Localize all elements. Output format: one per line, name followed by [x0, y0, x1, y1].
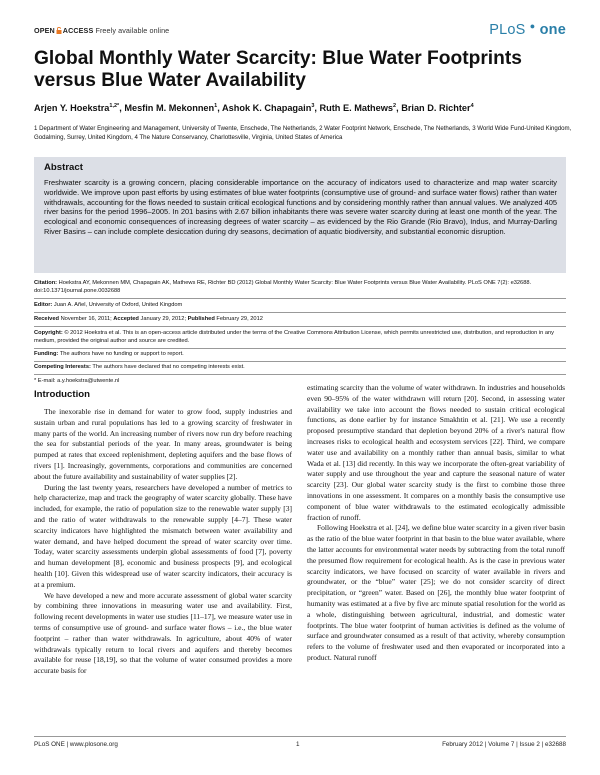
open-lock-icon: [56, 27, 62, 34]
paragraph: During the last twenty years, researchers have developed a number of metrics to help characterize, map and track the geography of water scarcity globally. These have included, for example, the ratio of population size to the renewable water supply [3] and the ratio of water withdrawals to the renewable supply [4–7]. These water scarcity indicators have highlighted the mismatch between water availability and water demand, and have helped document the spread of water scarcity over time. Today, water scarcity assessments underpin global assessments of food [7], poverty and human development [8], economic and business prospects [9], and ecological health [10]. Given this widespread use of water scarcity indicators, their accuracy is at a premium.: [34, 482, 292, 589]
received-date: November 16, 2011;: [60, 316, 112, 322]
freely-available-label: Freely available online: [95, 26, 170, 35]
body-column-right: [307, 383, 565, 664]
paragraph: The inexorable rise in demand for water to grow food, supply industries and sustain urban and rural populations has led to a growing scarcity of freshwater in many parts of the world. An increasing number of rivers now run dry before reaching the sea for substantial periods of the year. In many areas, groundwater is being pumped at rates that exceed replenishment, depleting aquifers and the base flows of rivers [1]. Increasingly, governments, corporations and communities are concerned about the future availability and sustainability of water supplies [2].: [34, 407, 292, 481]
author-name: Ashok K. Chapagain: [221, 103, 312, 114]
editor-label: Editor:: [34, 302, 53, 308]
dates: [34, 316, 566, 324]
funding-label: Funding:: [34, 351, 59, 357]
divider: [34, 312, 566, 313]
page-number: 1: [296, 741, 300, 748]
access-label: ACCESS: [62, 26, 94, 35]
introduction-heading: Introduction: [34, 389, 90, 400]
published-label: Published: [187, 316, 215, 322]
email-text[interactable]: * E-mail: a.y.hoekstra@utwente.nl: [34, 378, 120, 384]
editor: [34, 302, 566, 310]
citation-text: Hoekstra AY, Mekonnen MM, Chapagain AK, Mathews RE, Richter BD (2012) Global Monthly Water Scarcity: Blue Water Footprints versus Blue Water Availability. PLoS ONE 7(2): e32688. doi:10.1371/journal.pone.0032688: [34, 280, 532, 294]
paragraph: Following Hoekstra et al. [24], we define blue water scarcity in a given river basin as the ratio of the blue water footprint in that basin to the blue water available, where the latter accounts for environmental water needs by subtracting from the total runoff the presumed flow requirement for ecological health. As is the case in previous water scarcity indicators, we have focused on scarcity of water available in rivers and groundwater, or the “blue” water [25]; we do not consider scarcity of direct precipitation, or “green” water. Based on [26], the monthly blue water footprint of humanity was estimated at a five by five arc minute spatial resolution for the world as a whole, distinguishing between agricultural, industrial, and domestic water footprints. The blue water footprint of human activities is defined as the volume of surface and groundwater consumed as a result of that activity, whereby consumption refers to the volume of freshwater used and then evaporated or incorporated into a product. Natural runoff: [307, 523, 565, 662]
divider: [34, 298, 566, 299]
open-label: OPEN: [34, 26, 55, 35]
competing-text: The authors have declared that no competing interests exist.: [92, 364, 245, 370]
author-sup: 1: [214, 103, 218, 109]
abstract-box: [34, 157, 566, 273]
funding-text: The authors have no funding or support to report.: [59, 351, 184, 357]
author-name: Brian D. Richter: [401, 103, 471, 114]
author-name: Mesfin M. Mekonnen: [124, 103, 215, 114]
abstract-text: Freshwater scarcity is a growing concern, placing considerable importance on the accuracy of indicators used to characterize and map water scarcity worldwide. We improve upon past efforts by using estimates of blue water footprints (consumptive use of ground- and surface water flows) rather than water withdrawals, accounting for the flows needed to sustain critical ecological functions and by considering monthly rather than annual values. We analyzed 405 river basins for the period 1996–2005. In 201 basins with 2.67 billion inhabitants there was severe water scarcity during at least one month of the year. The ecological and economic consequences of increasing degrees of water scarcity – as evidenced by the Rio Grande (Rio Bravo), Indus, and Murray-Darling River Basins – can include complete desiccation during dry seasons, decimation of aquatic biodiversity, and substantial economic disruption.: [44, 178, 557, 236]
body-column-left: [34, 407, 292, 677]
footer-divider: [34, 736, 566, 737]
abstract-heading: Abstract: [44, 162, 83, 173]
affiliations: 1 Department of Water Engineering and Management, University of Twente, Enschede, The Netherlands, 2 Water Footprint Network, Enschede, The Netherlands, 3 World Wide Fund-United Kingdom, Godalming, Surrey, United Kingdom, 4 The Nature Conservancy, Charlottesville, Virginia, United States of America: [34, 125, 572, 141]
citation: [34, 280, 566, 295]
one-label: one: [539, 22, 566, 38]
copyright-label: Copyright:: [34, 330, 63, 336]
competing-interests: [34, 364, 566, 372]
accepted-label: Accepted: [113, 316, 139, 322]
author-sup: 4: [470, 103, 474, 109]
divider: [34, 326, 566, 327]
journal-header: [34, 21, 566, 42]
plos-one-logo: [489, 21, 566, 38]
author-sup: 3: [311, 103, 315, 109]
paragraph: We have developed a new and more accurate assessment of global water scarcity by combining three innovations in measuring water use and availability. First, following recent developments in water use studies [11–17], we measure water use in terms of consumptive use of ground- and surface water flows – i.e., the blue water footprint – rather than water withdrawals. In agriculture, about 40% of water withdrawals typically return to local rivers and aquifers and thereby becomes available for reuse [18,19], so that the volume of water consumed provides a more accurate basis for: [34, 590, 292, 676]
copyright-text: © 2012 Hoekstra et al. This is an open-access article distributed under the terms of the Creative Commons Attribution License, which permits unrestricted use, distribution, and reproduction in any medium, provided the original author and source are credited.: [34, 330, 555, 344]
paragraph: estimating scarcity than the volume of water withdrawn. In industries and households even 90–95% of the water withdrawn will return [20]. Second, in assessing water availability we take into account the flows needed to sustain critical ecological functions, as done earlier by for instance Smakhtin et al. [21]. We use a recently proposed presumptive standard that depletion beyond 20% of a river's natural flow increases risks to ecological health and ecosystem services [22]. Third, we compare water use and availability on a monthly rather than annual basis, similar to what Wada et al. [13] did recently. In this way we incorporate the often-great variability of water supply and use throughout the year and capture the seasonal nature of water scarcity [23]. Our global water scarcity study is the first to combine those three innovations in one assessment. It compares on a monthly basis the consumptive use component of blue water withdrawals to the estimated ecologically admissible fraction of runoff.: [307, 383, 565, 522]
open-access-logo: [34, 26, 169, 35]
author-sup: 2: [393, 103, 397, 109]
logo-dot-icon: ●: [529, 21, 536, 31]
footer-issue: February 2012 | Volume 7 | Issue 2 | e32688: [442, 741, 566, 748]
citation-label: Citation:: [34, 280, 58, 286]
author-sup: 1,2*: [109, 103, 120, 109]
divider: [34, 361, 566, 362]
footer-journal[interactable]: PLoS ONE | www.plosone.org: [34, 741, 118, 748]
author-name: Ruth E. Mathews: [319, 103, 394, 114]
editor-text: Juan A. Añel, University of Oxford, United Kingdom: [53, 302, 183, 308]
received-label: Received: [34, 316, 59, 322]
author-list: Arjen Y. Hoekstra$^{1,2*}$, Mesfin M. Mekonnen$^1$, Ashok K. Chapagain$^3$, Ruth E. Mathews$^2$, Brian D. Richter$^4$: [34, 103, 474, 114]
author-name: Arjen Y. Hoekstra: [34, 103, 110, 114]
article-title: Global Monthly Water Scarcity: Blue Water Footprints versus Blue Water Availability: [34, 48, 522, 91]
divider: [34, 374, 566, 375]
competing-label: Competing Interests:: [34, 364, 91, 370]
copyright: [34, 330, 566, 345]
plos-label: PLoS: [489, 22, 526, 38]
funding: [34, 351, 566, 359]
published-date: February 29, 2012: [216, 316, 263, 322]
accepted-date: January 29, 2012;: [140, 316, 187, 322]
divider: [34, 348, 566, 349]
